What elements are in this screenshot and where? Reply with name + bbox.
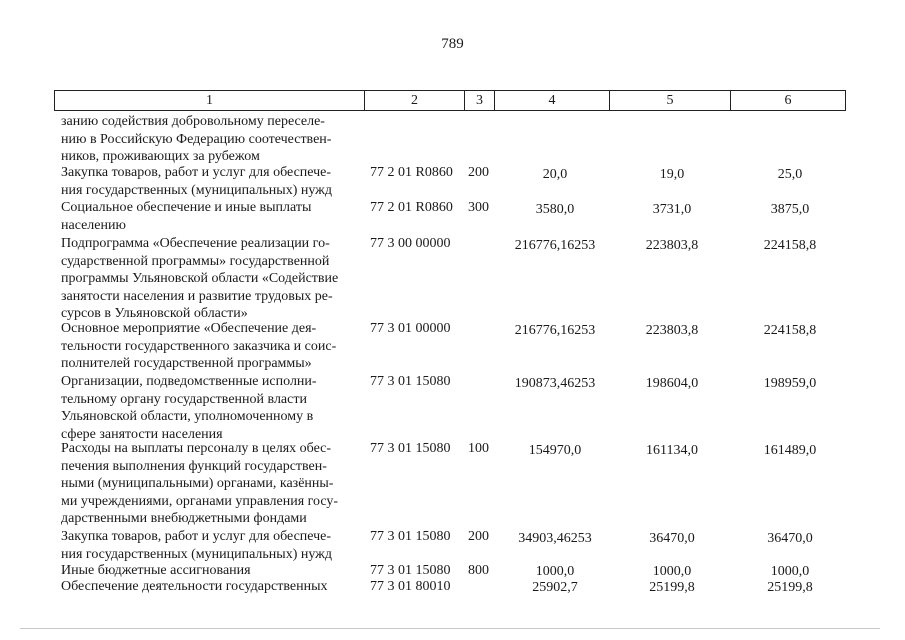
row-value-col5: 19,0 (659, 167, 685, 182)
description-line: нию в Российскую Федерацию соотечествен- (61, 131, 332, 147)
row-value-col6: 36470,0 (767, 531, 813, 546)
description-line: занятости населения и развитие трудовых ре- (61, 288, 333, 304)
row-value-col6: 224158,8 (763, 238, 817, 253)
row-expense-type: 300 (468, 200, 489, 215)
row-value-col5: 161134,0 (646, 443, 698, 458)
row-value-col4: 25902,7 (532, 580, 578, 595)
description-line: полнителей государственной программы» (61, 356, 312, 371)
description-line: Организации, подведомственные исполни- (61, 374, 317, 389)
description-line: Подпрограмма «Обеспечение реализации го- (61, 236, 330, 251)
description-line: ния государственных (муниципальных) нужд (61, 182, 332, 198)
row-value-col6: 1000,0 (770, 564, 810, 579)
row-expense-type: 100 (468, 441, 489, 456)
description-line: Закупка товаров, работ и услуг для обеспече- (61, 529, 332, 544)
row-value-col5: 223803,8 (645, 323, 699, 338)
description-line: тельному органу государственной власти (61, 391, 307, 407)
table-header (54, 90, 846, 111)
description-line: ников, проживающих за рубежом (61, 149, 260, 164)
description-line: ными (муниципальными) органами, казённы- (61, 476, 334, 491)
description-line: сурсов в Ульяновской области» (61, 306, 248, 321)
row-value-col5: 198604,0 (645, 376, 699, 391)
header-col-1: 1 (206, 93, 213, 108)
row-description (61, 113, 361, 166)
row-description (61, 199, 361, 234)
header-col-5: 5 (609, 91, 730, 110)
row-description (61, 235, 361, 323)
description-line: программы Ульяновской области «Содействие (61, 271, 339, 286)
description-line: печения выполнения функций государствен- (61, 458, 327, 474)
description-line: сударственной программы» государственной (61, 253, 330, 269)
description-line: занию содействия добровольному переселе- (61, 114, 325, 129)
description-line: сфере занятости населения (61, 426, 223, 442)
row-value-col4: 216776,16253 (514, 238, 596, 253)
row-value-col4: 154970,0 (528, 443, 582, 458)
header-col-6: 6 (730, 91, 845, 110)
description-line: Иные бюджетные ассигнования (61, 563, 251, 578)
row-code: 77 3 01 15080 (370, 441, 451, 456)
page-number: 789 (441, 36, 464, 52)
row-value-col6: 161489,0 (763, 443, 817, 458)
description-line: дарственными внебюджетными фондами (61, 511, 307, 526)
row-description (61, 440, 361, 528)
row-value-col4: 34903,46253 (518, 531, 592, 546)
row-value-col5: 3731,0 (652, 202, 692, 217)
row-code: 77 3 01 00000 (370, 321, 451, 336)
header-col-3: 3 (464, 91, 494, 110)
row-description (61, 164, 361, 199)
row-value-col4: 190873,46253 (514, 376, 596, 391)
header-col-2: 2 (364, 91, 464, 110)
description-line: ния государственных (муниципальных) нужд (61, 546, 332, 562)
row-value-col6: 198959,0 (763, 376, 817, 391)
row-code: 77 2 01 R0860 (370, 165, 453, 180)
row-description (61, 320, 361, 373)
row-value-col6: 25199,8 (767, 580, 813, 595)
description-line: населению (61, 217, 126, 233)
row-code: 77 3 01 15080 (370, 563, 451, 578)
row-description (61, 373, 361, 443)
row-code: 77 3 01 15080 (370, 529, 451, 544)
description-line: ми учреждениями, органами управления госу- (61, 493, 339, 509)
row-code: 77 3 00 00000 (370, 236, 451, 251)
row-value-col4: 3580,0 (535, 202, 575, 217)
row-description (61, 562, 361, 580)
row-code: 77 3 01 15080 (370, 374, 451, 389)
description-line: Обеспечение деятельности государственных (61, 579, 328, 594)
row-value-col5: 36470,0 (649, 531, 695, 546)
row-value-col4: 1000,0 (535, 564, 575, 579)
row-expense-type: 200 (468, 165, 489, 180)
row-value-col4: 20,0 (542, 167, 568, 182)
row-description (61, 528, 361, 563)
row-expense-type: 800 (468, 563, 489, 578)
row-value-col6: 3875,0 (770, 202, 810, 217)
description-line: тельности государственного заказчика и соис- (61, 338, 337, 354)
description-line: Основное мероприятие «Обеспечение дея- (61, 321, 317, 336)
row-value-col5: 25199,8 (649, 580, 695, 595)
row-value-col4: 216776,16253 (514, 323, 596, 338)
description-line: Социальное обеспечение и иные выплаты (61, 200, 312, 215)
row-value-col6: 224158,8 (763, 323, 817, 338)
header-col-4: 4 (494, 91, 609, 110)
description-line: Закупка товаров, работ и услуг для обеспече- (61, 165, 332, 180)
row-description (61, 578, 361, 596)
row-value-col6: 25,0 (777, 167, 803, 182)
description-line: Расходы на выплаты персоналу в целях обес- (61, 441, 332, 456)
page-bottom-rule (20, 628, 880, 629)
description-line: Ульяновской области, уполномоченному в (61, 409, 314, 424)
row-value-col5: 1000,0 (652, 564, 692, 579)
row-code: 77 3 01 80010 (370, 579, 451, 594)
row-value-col5: 223803,8 (645, 238, 699, 253)
row-code: 77 2 01 R0860 (370, 200, 453, 215)
row-expense-type: 200 (468, 529, 489, 544)
